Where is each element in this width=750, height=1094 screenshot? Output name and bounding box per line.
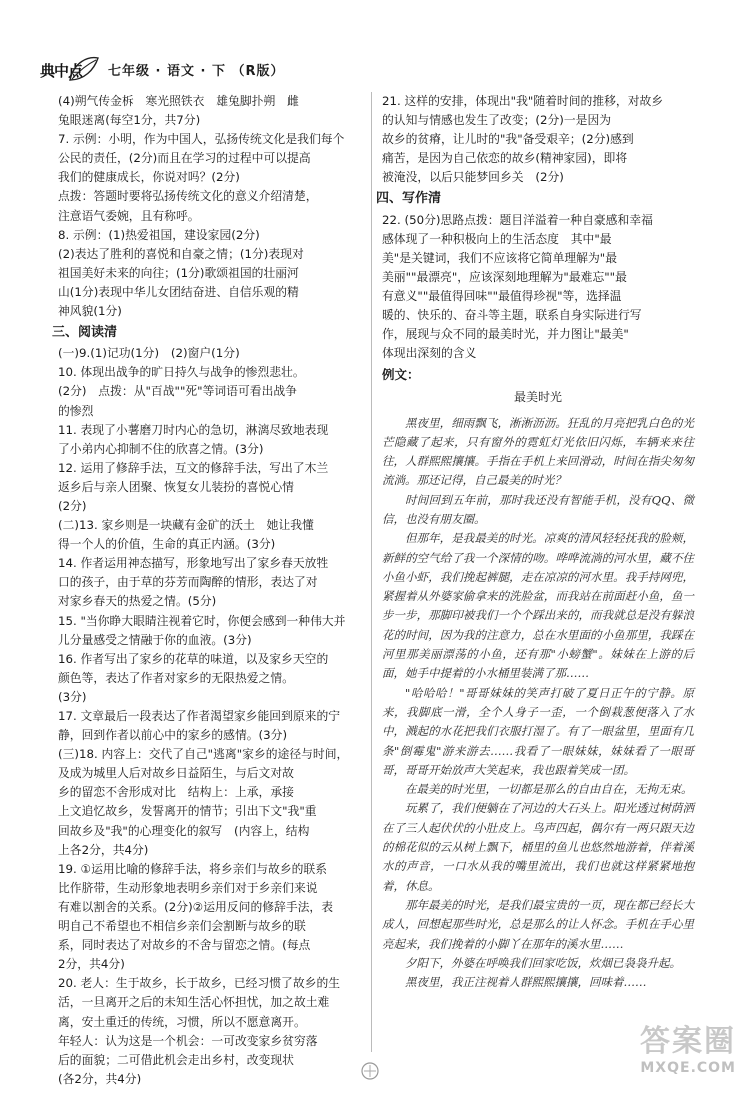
writing-guide-line-7: 体现出深刻的含义 [382,346,477,361]
essay-paragraph: 那年最美的时光，是我们最宝贵的一页，现在都已经长大成人，回想起那些时光，总是那么的让人怀念。手机在手心里亮起来，我们挽着的小脚丫在那年的溪水里…… [382,897,694,951]
section-title-writing: 四、写作清 [376,191,442,207]
watermark [640,1016,736,1076]
footer-ornament-icon [356,1060,384,1082]
answer-line-11: 神风貌(1分) [58,304,122,319]
essay-paragraph: 黑夜里，细雨飘飞，淅淅沥沥。狂乱的月亮把乳白色的光芒隐藏了起来，只有窗外的霓虹灯光依旧闪烁，车辆来来往往，人群熙熙攘攘。手指在手机上来回滑动，时间在指尖匆匆流淌。那还记得，自己最美的时光？ [382,415,694,488]
reading-answer-line-26: 上各2分，共4分) [58,842,149,857]
answer-line-8: (2)表达了胜利的喜悦和自豪之情；(1分)表现对 [58,246,304,261]
reading-answer-line-17: 颜色等，表达了作者对家乡的无限热爱之情。 [58,670,294,685]
reading-answer-line-13: 对家乡春天的热爱之情。(5分) [58,594,217,609]
reading-answer-line-28: 比作脐带，生动形象地表明乡亲们对于乡亲们来说 [58,880,318,895]
answer-line-2: 7. 示例：小明，作为中国人，弘扬传统文化是我们每个 [58,132,345,147]
section-title-reading: 三、阅读清 [52,325,118,341]
answer-line-right-1: 的认知与情感也发生了改变；(2分)一是因为 [382,113,612,128]
essay-paragraph: 在最美的时光里，一切都是那么的自由自在，无拘无束。 [405,782,693,797]
reading-answer-line-21: (三)18. 内容上：交代了自己"逃离"家乡的途径与时间， [58,747,349,762]
writing-guide-line-2: 美"是关键词，我们不应该将它简单理解为"最 [382,250,617,265]
left-column [52,92,362,1089]
reading-answer-line-5: 了小弟内心抑制不住的欣喜之情。(3分) [58,441,264,456]
reading-answer-line-30: 明自己不希望也不相信乡亲们会割断与故乡的联 [58,919,306,934]
essay-paragraph: 时间回到五年前，那时我还没有智能手机，没有QQ、微信，也没有朋友圈。 [382,492,694,526]
answer-line-10: 山(1分)表现中华儿女团结奋进、自信乐观的精 [58,284,299,299]
reading-answer-line-6: 12. 运用了修辞手法，互文的修辞手法，写出了木兰 [58,460,329,475]
reading-answer-line-22: 及成为城里人后对故乡日益陌生，与后文对故 [58,766,294,781]
leaf-icon [66,54,100,84]
answer-line-0: (4)朔气传金柝 寒光照铁衣 雄兔脚扑朔 雌 [58,94,299,108]
reading-answer-line-18: (3分) [58,689,87,704]
reading-answer-line-4: 11. 表现了小薯磨刀时内心的急切，淋漓尽致地表现 [58,422,329,437]
reading-answer-line-11: 14. 作者运用神态描写，形象地写出了家乡春天放牲 [58,556,329,571]
reading-answer-line-27: 19. ①运用比喻的修辞手法，将乡亲们与故乡的联系 [58,861,328,876]
writing-guide-line-5: 暖的、快乐的、奋斗等主题，联系自身实际进行写 [382,308,642,323]
writing-guide-line-3: 美丽""最漂亮"，应该深刻地理解为"最难忘""最 [382,269,627,284]
reading-answer-line-14: 15. "当你睁大眼睛注视着它时，你便会感到一种伟大并 [58,613,346,628]
answer-line-right-3: 痛苦，是因为自己依恋的故乡(精神家园)，即将 [382,151,628,166]
reading-answer-line-2: (2分) 点拨：从"百战""死"等词语可看出战争 [58,384,297,399]
reading-answer-line-38: (各2分，共4分) [58,1071,142,1086]
reading-answer-line-15: 儿分量感受之情融于你的血液。(3分) [58,632,252,647]
reading-answer-line-25: 回故乡及"我"的心理变化的叙写 (内容上，结构 [58,823,310,838]
brand-logo [38,54,102,84]
answer-line-6: 注意语气委婉，且有称呼。 [58,208,200,223]
essay-title: 最美时光 [513,390,562,405]
reading-answer-line-8: (2分) [58,498,87,513]
right-column [376,92,694,992]
answer-line-5: 点拨：答题时要将弘扬传统文化的意义介绍清楚， [58,189,318,204]
watermark-url: MXQE.COM [640,1060,736,1076]
reading-answer-line-32: 2分，共4分) [58,957,125,972]
reading-answer-line-7: 返乡后与亲人团聚、恢复女儿装扮的喜悦心情 [58,479,294,494]
book-title: 七年级 · 语文 · 下 （R版） [108,63,285,79]
reading-answer-line-16: 16. 作者写出了家乡的花草的味道，以及家乡天空的 [58,651,329,666]
logo-text: 典中点 [40,62,83,80]
answer-line-3: 公民的责任，(2分)而且在学习的过程中可以提高 [58,151,311,166]
reading-answer-line-35: 离，安土重迁的传统，习惯，所以不愿意离开。 [58,1014,306,1029]
reading-answer-line-24: 上文追忆故乡，发誓离开的情节；引出下文"我"重 [58,804,317,819]
reading-answer-line-20: 静，回到作者以前心中的家乡的感情。(3分) [58,728,288,743]
reading-answer-line-23: 乡的留恋不舍形成对比 结构上：上承，承接 [58,785,294,800]
watermark-title: 答案圈 [640,1024,736,1059]
reading-answer-line-34: 活，一旦离开之后的未知生活心怀担忧，加之故土难 [58,995,330,1010]
column-divider [371,92,372,1052]
reading-answer-line-29: 有难以割舍的关系。(2分)②运用反问的修辞手法，表 [58,899,334,914]
reading-answer-line-0: (一)9.(1)记功(1分) (2)窗户(1分) [58,346,240,361]
writing-guide-line-4: 有意义""最值得回味""最值得珍视"等，选择温 [382,288,622,303]
reading-answer-line-3: 的惨烈 [58,403,94,418]
writing-guide-line-1: 感体现了一种积极向上的生活态度 其中"最 [382,231,612,246]
answer-line-4: 我们的健康成长，你说对吗？(2分) [58,170,240,185]
essay-body [382,414,694,993]
essay-paragraph: 玩累了，我们便躺在了河边的大石头上。阳光透过树荫洒在了三人起伏伏的小肚皮上。鸟声四起，偶尔有一两只跟天边的棉花似的云从树上飘下，桶里的鱼儿也悠然地游着，伴着溪水的声音，一口水从我的嘴里流出，我们也就这样紧紧地抱着，休息。 [382,801,694,893]
reading-answer-line-1: 10. 体现出战争的旷日持久与战争的惨烈悲壮。 [58,365,305,380]
reading-answer-line-31: 系，同时表达了对故乡的不舍与留恋之情。(每点 [58,938,311,953]
answer-line-right-2: 故乡的贫瘠，让儿时的"我"备受艰辛；(2分)感到 [382,132,634,147]
answer-line-right-0: 21. 这样的安排，体现出"我"随着时间的推移，对故乡 [382,94,664,108]
answer-line-right-4: 被淹没，以后只能梦回乡关 (2分) [382,170,564,185]
essay-paragraph: 但那年，是我最美的时光。凉爽的清风轻轻抚我的脸颊，新鲜的空气给了我一个深情的吻。哗哗流淌的河水里，藏不住小鱼小虾，我们挽起裤腿，走在凉凉的河水里。我手持网兜，紧握着从外婆家偷拿来的洗脸盆，而我站在前面赶小鱼，鱼一步一步，那脚印被我们一个个踩出来的，而我就总是没有躲浪花的时间，因为我的注意力，总在水里面的小鱼那里，我踩在河里那美丽漂荡的小鱼，还有那"小螃蟹"。妹妹在上游的后面，她手中提着的小水桶里装满了那…… [382,531,694,681]
essay-paragraph: 夕阳下，外婆在呼唤我们回家吃饭，炊烟已袅袅升起。 [405,955,681,970]
answer-line-1: 兔眼迷离(每空1分，共7分) [58,113,201,128]
reading-answer-line-12: 口的孩子，由于草的芬芳而陶醉的情形，表达了对 [58,575,318,590]
page-header [38,54,285,84]
writing-guide-line-6: 作，展现与众不同的最美时光，并力图让"最美" [382,327,629,342]
essay-paragraph: "哈哈哈！"哥哥妹妹的笑声打破了夏日正午的宁静。原来，我脚底一滑，全个人身子一歪，一个倒栽葱便落入了水中，溅起的水花把我们衣服打湿了。有了一眼盆里，里面有几条"倒霉鬼"游来游去……我看了一眼妹妹，妹妹看了一眼哥哥，哥哥开始放声大笑起来，我也跟着笑成一团。 [382,685,694,777]
essay-paragraph: 黑夜里，我正注视着人群熙熙攘攘，回味着…… [405,975,647,990]
reading-answer-line-19: 17. 文章最后一段表达了作者渴望家乡能回到原来的宁 [58,709,341,723]
reading-answer-line-10: 得一个人的价值，生命的真正内涵。(3分) [58,537,276,552]
reading-answer-line-36: 年轻人：认为这是一个机会：一可改变家乡贫穷落 [58,1033,318,1048]
writing-guide-line-0: 22. (50分)思路点拨：题目洋溢着一种自豪感和幸福 [382,212,653,227]
reading-answer-line-9: (二)13. 家乡则是一块藏有金矿的沃土 她让我懂 [58,518,314,533]
reading-answer-line-33: 20. 老人：生于故乡，长于故乡，已经习惯了故乡的生 [58,976,341,991]
reading-answer-line-37: 后的面貌；二可借此机会走出乡村，改变现状 [58,1052,294,1067]
answer-line-9: 祖国美好未来的向往；(1分)歌颂祖国的壮丽河 [58,265,299,280]
essay-label: 例文： [382,367,420,383]
answer-line-7: 8. 示例：(1)热爱祖国，建设家园(2分) [58,227,260,242]
